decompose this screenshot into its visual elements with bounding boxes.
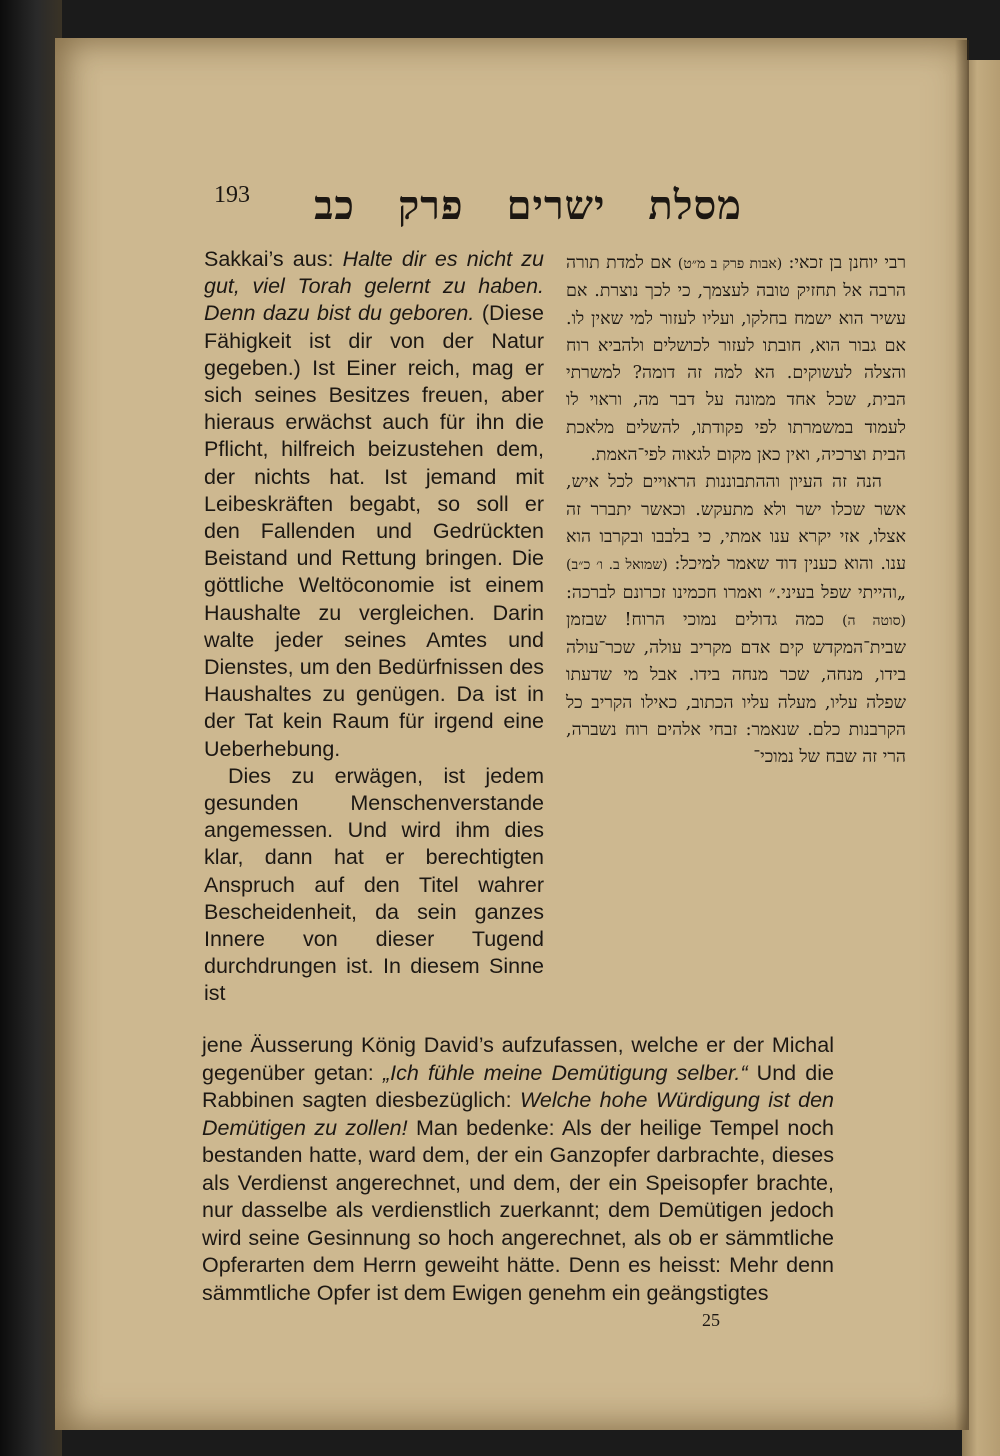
- hebrew-p2-text-c: כמה גדולים נמוכי הרוח! שבזמן שבית־המקדש קים אדם מקריב עולה, שכר־עולה בידו, מנחה, שכר מנחה בידו. אבל מי שדעתו שפלה עליו, מעלה עליו הכתוב, כאילו הקריב כל הקרבנות כלם. שנאמר: זבחי אלהים רוח נשברה, הרי זה שבח של נמוכי־: [566, 609, 906, 768]
- german-column: [204, 246, 544, 1008]
- hebrew-paragraph-2: [566, 469, 906, 771]
- german-paragraph-1: [204, 246, 544, 763]
- page-header: [210, 182, 750, 242]
- hebrew-paragraph-1: [566, 250, 906, 469]
- page-number: 193: [214, 182, 250, 208]
- full-width-text-c: Man bedenke: Als der heilige Tempel noch bestanden hatte, ward dem, der ein Ganzopfer darbrachte, dieses als Verdienst angerechnet, und dem, der ein Speisopfer brachte, nur dasselbe als verdienstlich zuerkannt; dem Demütigen jedoch wird seine Gesinnung so hoch angerechnet, als ob er sämmtliche Opferarten dem Herrn geweiht hätte. Denn es heisst: Mehr denn sämmtliche Opfer ist dem Ewigen genehm ein geängstigtes: [202, 1115, 834, 1305]
- full-width-quote-1: „Ich fühle meine Demütigung selber.“: [382, 1060, 748, 1085]
- german-paragraph-2: Dies zu erwägen, ist jedem gesunden Menschenverstande angemessen. Und wird ihm dies klar, dann hat er berechtigten Anspruch auf den Titel wahrer Bescheidenheit, da sein ganzes Innere von dieser Tugend durchdrungen ist. In diesem Sinne ist: [204, 763, 544, 1006]
- german-p1-text-b: (Diese Fähigkeit ist dir von der Natur gegeben.) Ist Einer reich, mag er sich seines Besitzes freuen, aber hieraus erwächst auch für ihn die Pflicht, hilfreich beizustehen dem, der nichts hat. Ist jemand mit Leibeskräften begabt, so soll er den Fallenden und Gedrückten Beistand und Rettung bringen. Die göttliche Weltöconomie ist einem Haushalte zu vergleichen. Darin walte jeder seines Amtes und Dienstes, um den Bedürfnissen des Haushaltes zu genügen. Da ist in der Tat kein Raum für irgend eine Ueberhebung.: [204, 301, 544, 761]
- full-width-text: [202, 1032, 834, 1307]
- printer-signature-mark: 25: [702, 1310, 720, 1330]
- full-width-quote-2: Welche hohe Würdigung ist den Demütigen zu zollen!: [202, 1088, 834, 1140]
- hebrew-p2-reference-2: (סוטה ה): [842, 612, 906, 629]
- hebrew-running-title: מסלת ישרים פרק כב: [314, 182, 742, 229]
- full-width-text-a: jene Äusserung König David’s aufzufassen, welche er der Michal gegenüber getan:: [202, 1033, 834, 1085]
- hebrew-p2-text-a: הנה זה העיון וההתבוננות הראויים לכל איש, אשר שכלו ישר ולא מתעקש. וכאשר יתברר זה אצלו, אזי יקרא ענו אמתי, כי בלבבו ובקרבו הוא ענו. והוא כענין דוד שאמר למיכל:: [566, 472, 906, 575]
- book-binding-edge: [0, 0, 62, 1456]
- german-p1-text-a: Sakkai’s aus:: [204, 247, 343, 271]
- hebrew-p2-text-b: „והייתי שפל בעיני.״ ואמרו חכמינו זכרונם לברכה:: [566, 582, 906, 603]
- german-p1-quote: Halte dir es nicht zu gut, viel Torah gelernt zu haben. Denn dazu bist du geboren.: [204, 247, 544, 326]
- gutter-shadow: [955, 40, 969, 1430]
- hebrew-column: [566, 250, 906, 772]
- hebrew-p1-reference: (אבות פרק ב מ״ט): [677, 256, 783, 272]
- hebrew-p1-text-a: רבי יוחנן בן זכאי:: [782, 253, 906, 273]
- full-width-text-b: Und die Rabbinen sagten diesbezüglich:: [202, 1060, 834, 1112]
- hebrew-p2-reference-1: (שמואל ב. ו׳ כ״ב): [566, 557, 668, 574]
- hebrew-p1-text-b: אם למדת תורה הרבה אל תחזיק טובה לעצמך, כי לכך נוצרת. אם עשיר הוא ישמח בחלקו, ועליו לעזור למי שאין לו. אם גבור הוא, חובתו לעזור לכושלים ולהביא רוח והצלה לעשוקים. הא למה זה דומה? למשרתי הבית, שכל אחד ממונה על דבר מה, וראוי לו לעמוד במשמרתו לפי פקודתו, להשלים מלאכת הבית וצרכיה, ואין כאן מקום לגאוה לפי־האמת.: [566, 253, 906, 466]
- german-full-width-paragraph: [202, 1032, 834, 1307]
